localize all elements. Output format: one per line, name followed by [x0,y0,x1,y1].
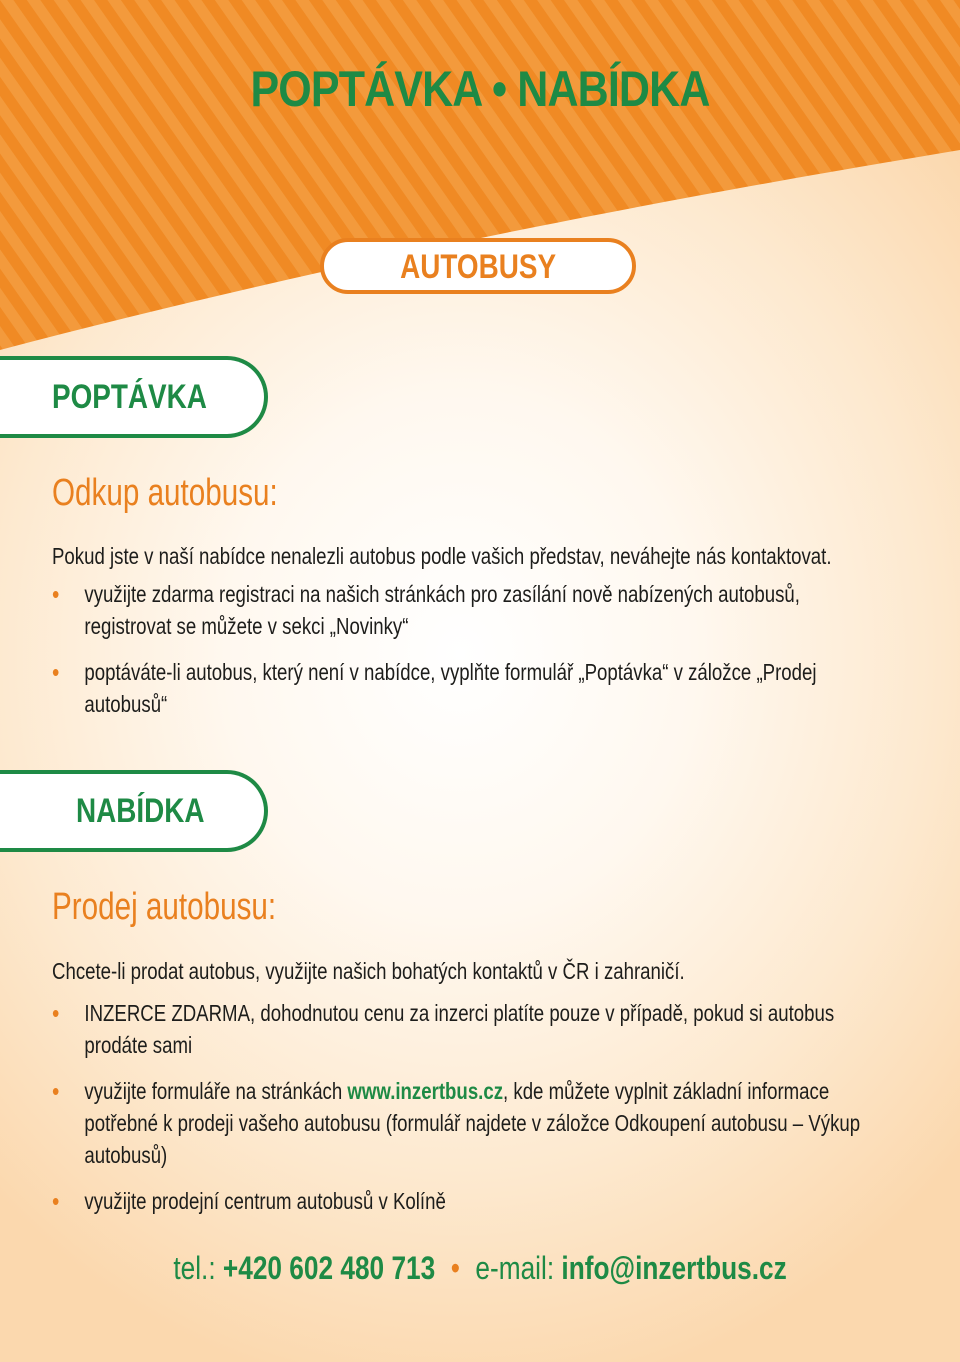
list-item [52,578,813,642]
bullet-dot: • [52,1076,60,1106]
nabidka-intro: Chcete-li prodat autobus, využijte našich bohatých kontaktů v ČR i zahraničí. [52,958,685,984]
poptavka-bullet-form: poptáváte-li autobus, který není v nabídce, vyplňte formulář „Poptávka“ v záložce „Prodej autobusů“ [84,659,817,717]
nabidka-tab [0,770,268,852]
bullet-dot: • [52,657,60,687]
bullet-dot: • [52,998,60,1028]
poptavka-bullet-registration: využijte zdarma registraci na našich stránkách pro zasílání nově nabízených autobusů, registrovat se můžete v sekci „Novinky“ [84,581,800,639]
nabidka-text-block [52,955,894,1231]
nabidka-bullet-list [52,997,894,1217]
nabidka-tab-label: NABÍDKA [76,792,205,830]
email-value[interactable]: info@inzertbus.cz [561,1250,787,1286]
tel-label: tel.: [173,1250,216,1286]
nabidka-bullet-form-before: využijte formuláře na stránkách [84,1078,348,1104]
footer-separator: • [450,1250,460,1286]
poptavka-heading: Odkup autobusu: [52,472,278,514]
list-item [52,997,894,1061]
tel-value[interactable]: +420 602 480 713 [222,1250,436,1286]
list-item [52,656,862,720]
poptavka-bullet-list [52,578,894,720]
nabidka-bullet-kolin: využijte prodejní centrum autobusů v Kolíně [84,1188,446,1214]
category-pill [320,238,636,294]
nabidka-heading: Prodej autobusu: [52,886,277,928]
inzertbus-link[interactable]: www.inzertbus.cz [347,1078,504,1104]
email-label: e-mail: [475,1250,555,1286]
list-item [52,1185,894,1217]
poptavka-tab [0,356,268,438]
nabidka-bullet-inzerce: INZERCE ZDARMA, dohodnutou cenu za inzerci platíte pouze v případě, pokud si autobus prodáte sami [84,1000,835,1058]
category-label: AUTOBUSY [400,248,556,286]
page-title: POPTÁVKA • NABÍDKA [250,61,710,117]
contact-footer [0,1250,960,1287]
poptavka-intro: Pokud jste v naší nabídce nenalezli autobus podle vašich představ, neváhejte nás kontaktovat. [52,543,832,569]
nabidka-bullet-form-after: , kde můžete vyplnit základní informace potřebné k prodeji vašeho autobusu (formulář najdete v záložce Odkoupení autobusu – Výkup autobusů) [84,1078,861,1168]
list-item [52,1075,903,1171]
poptavka-text-block [52,540,894,734]
poptavka-tab-label: POPTÁVKA [52,378,207,416]
bullet-dot: • [52,579,60,609]
bullet-dot: • [52,1186,60,1216]
